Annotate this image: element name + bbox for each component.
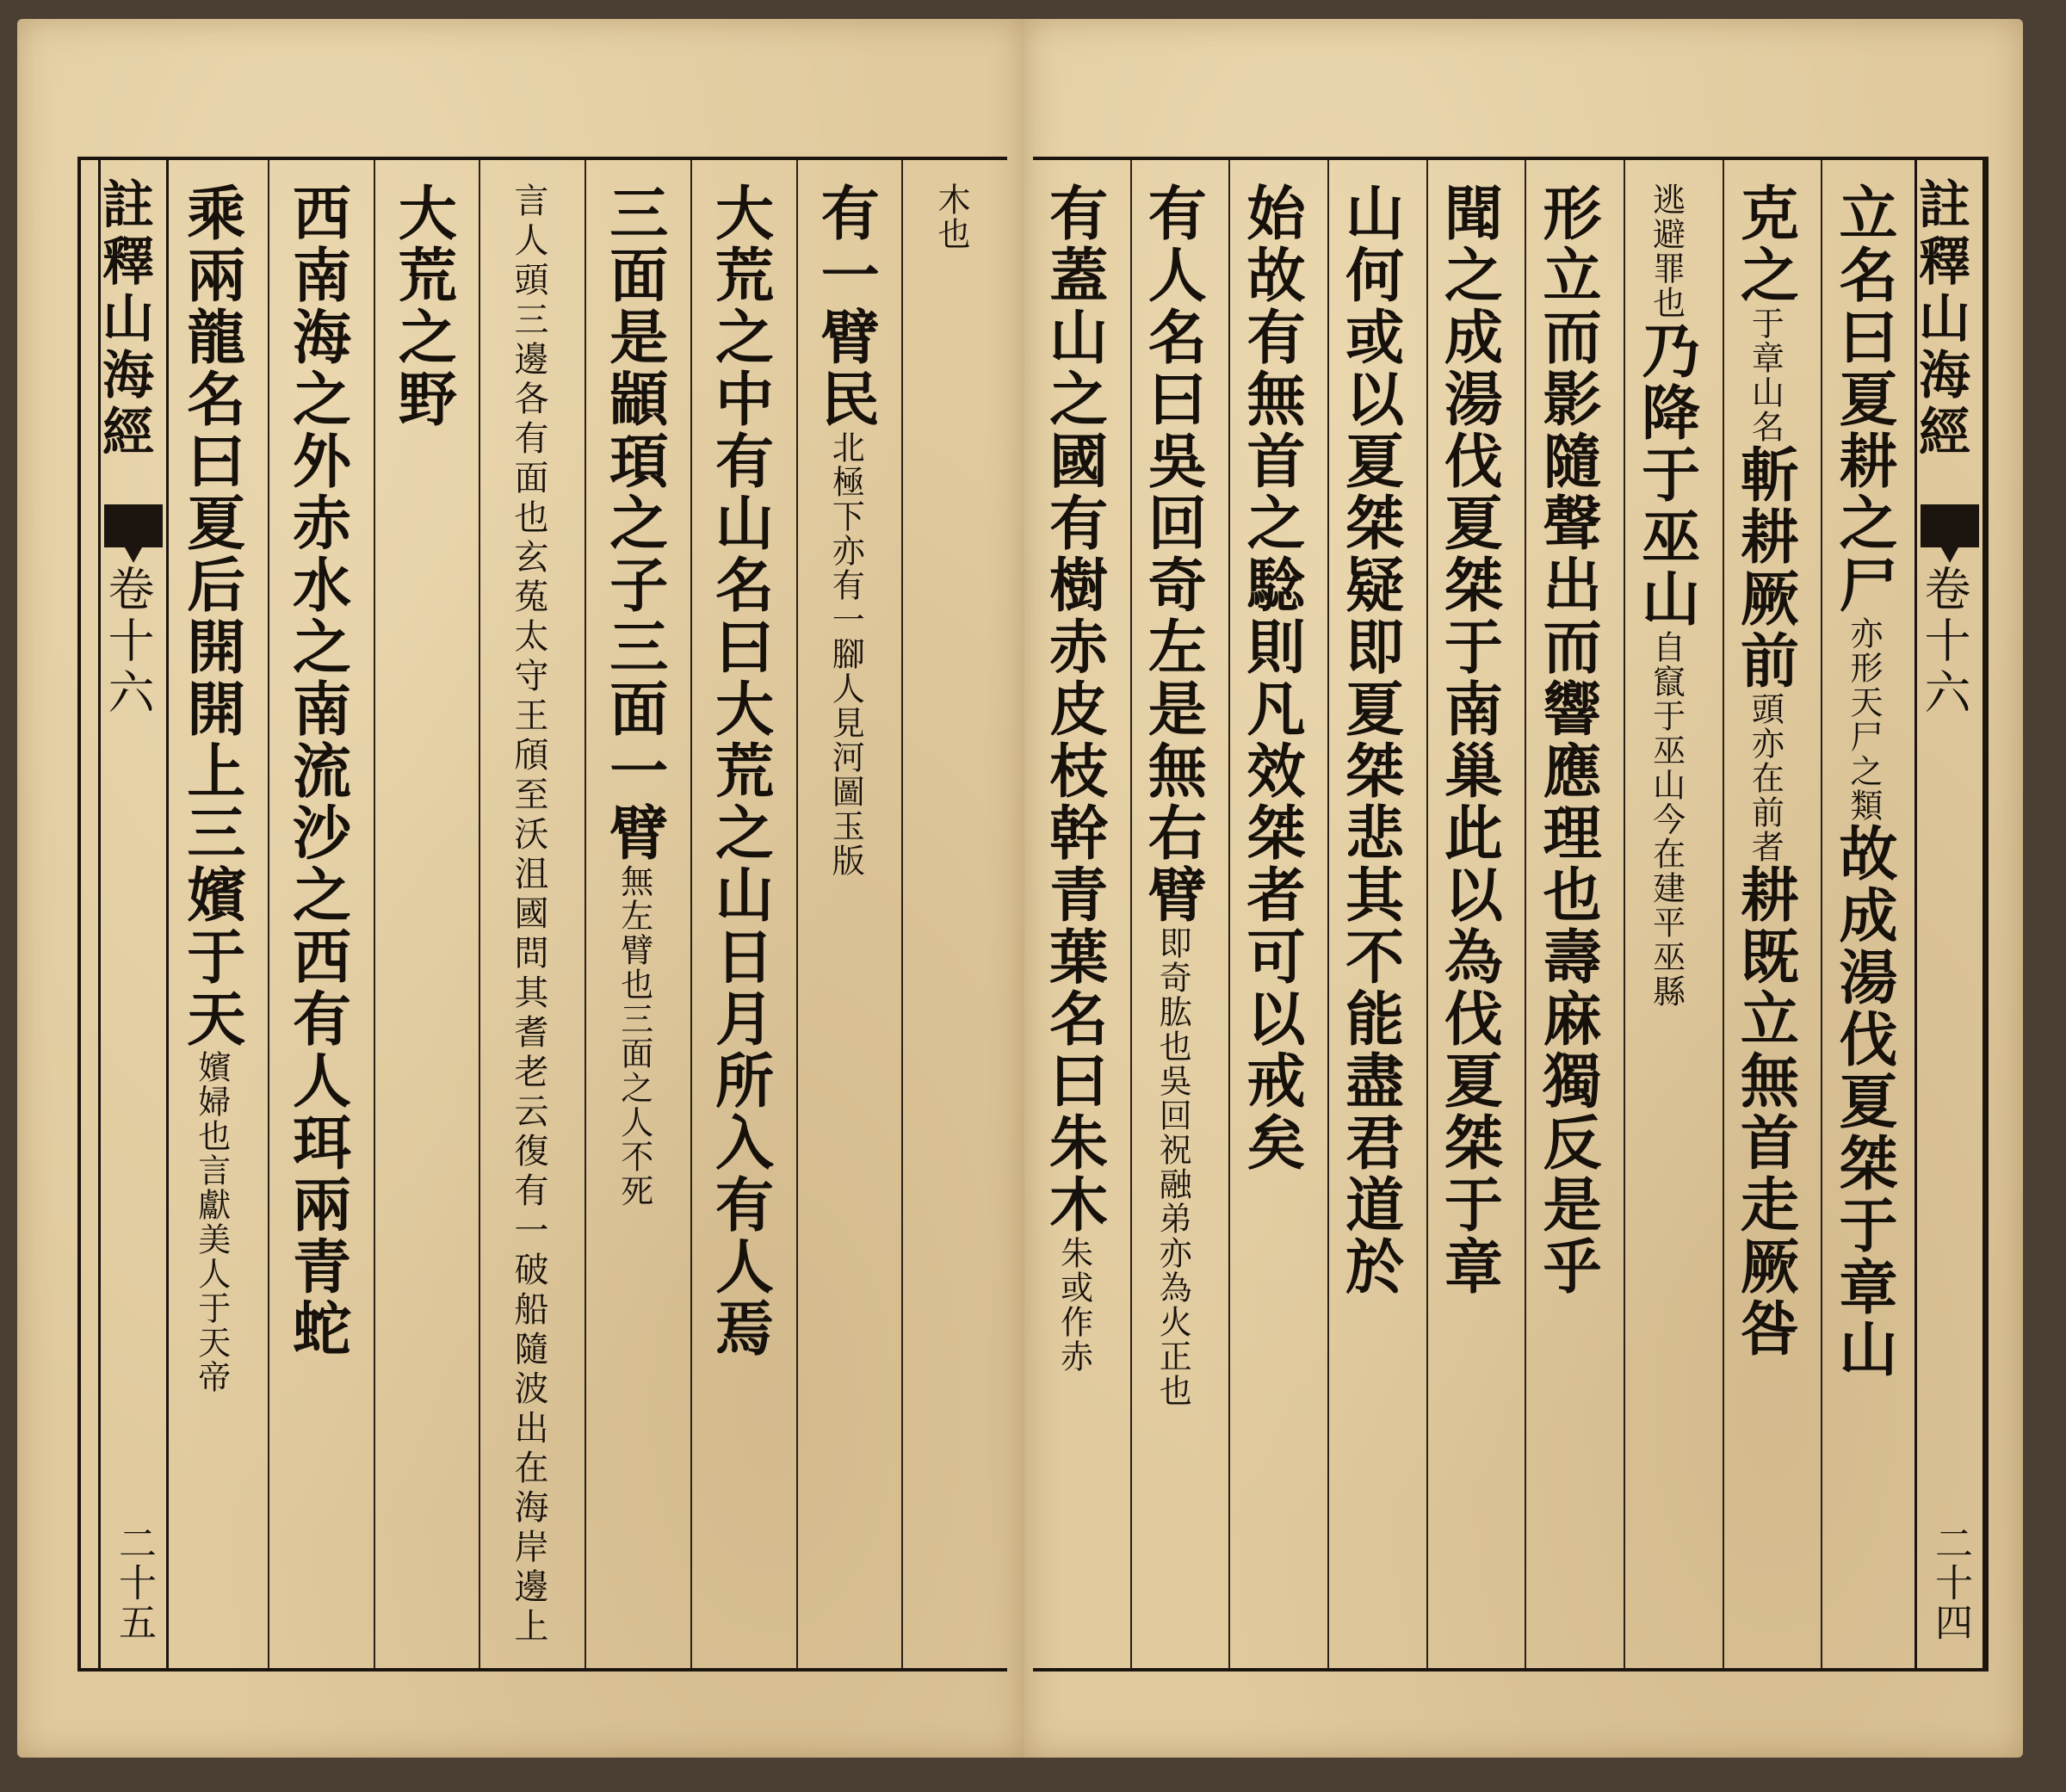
left-page-frame bbox=[77, 157, 1007, 1672]
right-page-frame bbox=[1033, 157, 1989, 1672]
banxin-title: 註釋山海經 bbox=[1910, 177, 1970, 461]
right-page bbox=[1024, 19, 2023, 1758]
commentary-note: 無左臂也三面之人不死 bbox=[615, 864, 653, 1208]
text-column: 乘兩龍名曰夏后開開上三嬪于天嬪婦也言獻美人于天帝 bbox=[176, 182, 246, 1394]
text-column: 始故有無首之騐則凡效桀者可以戒矣 bbox=[1228, 160, 1327, 1668]
text-column: 克之于章山名斬耕厥前頭亦在前者耕既立無首走厥咎 bbox=[1723, 160, 1822, 1668]
banxin-folio: 二十四 bbox=[1928, 1523, 1972, 1642]
text-column: 形立而影隨聲出而響應理也壽麻獨反是乎 bbox=[1525, 160, 1624, 1668]
commentary-note: 逃避罪也 bbox=[1647, 182, 1686, 320]
fish-tail-mark bbox=[104, 504, 163, 547]
right-text-columns bbox=[1033, 160, 1920, 1668]
commentary-note: 亦形天尸之類 bbox=[1845, 616, 1883, 823]
left-banxin bbox=[94, 160, 169, 1668]
text-column: 大荒之野 bbox=[374, 160, 479, 1668]
right-banxin bbox=[1910, 160, 1985, 1668]
text-column: 有一臂民北極下亦有一腳人見河圖玉版 bbox=[796, 160, 902, 1668]
fish-tail-mark bbox=[1921, 504, 1979, 547]
text-column: 有蓋山之國有樹赤皮枝幹青葉名曰朱木朱或作赤 bbox=[1039, 182, 1109, 1374]
text-column: 西南海之外赤水之南流沙之西有人珥兩青蛇 bbox=[268, 160, 374, 1668]
banxin-juan: 卷十六 bbox=[101, 565, 155, 720]
text-column bbox=[479, 160, 585, 1668]
left-page bbox=[17, 19, 1024, 1758]
commentary-note: 自竄于巫山今在建平巫縣 bbox=[1647, 630, 1686, 1009]
commentary-note: 木也 bbox=[932, 182, 970, 251]
commentary-note: 頭亦在前者 bbox=[1746, 692, 1785, 864]
text-column: 聞之成湯伐夏桀于南巢此以為伐夏桀于章 bbox=[1426, 160, 1525, 1668]
banxin-juan: 卷十六 bbox=[1917, 565, 1971, 720]
text-column: 三面是顓頊之子三面一臂無左臂也三面之人不死 bbox=[585, 160, 690, 1668]
commentary-note: 嬪婦也言獻美人于天帝 bbox=[192, 1050, 231, 1394]
left-text-columns bbox=[164, 160, 1007, 1668]
text-column: 逃避罪也乃降于巫山自竄于巫山今在建平巫縣 bbox=[1624, 160, 1723, 1668]
commentary-note: 言人頭三邊各有面也玄菟太守王頎至沃沮國問其耆老云復有一破船隨波出在海岸邊上 bbox=[509, 182, 548, 1647]
banxin-title: 註釋山海經 bbox=[94, 177, 154, 461]
text-column: 大荒之中有山名曰大荒之山日月所入有人焉 bbox=[690, 160, 796, 1668]
commentary-note: 朱或作赤 bbox=[1055, 1236, 1093, 1374]
commentary-note: 于章山名 bbox=[1746, 306, 1785, 444]
text-column: 有人名曰吳回奇左是無右臂即奇肱也吳回祝融弟亦為火正也 bbox=[1130, 160, 1229, 1668]
commentary-note: 北極下亦有一腳人見河圖玉版 bbox=[826, 430, 865, 878]
banxin-folio: 二十五 bbox=[112, 1523, 156, 1642]
text-column: 立名曰夏耕之尸亦形天尸之類故成湯伐夏桀于章山 bbox=[1821, 160, 1920, 1668]
text-column bbox=[901, 160, 1007, 1668]
commentary-note: 即奇肱也吳回祝融弟亦為火正也 bbox=[1154, 926, 1192, 1408]
text-column: 山何或以夏桀疑即夏桀悲其不能盡君道於 bbox=[1327, 160, 1426, 1668]
